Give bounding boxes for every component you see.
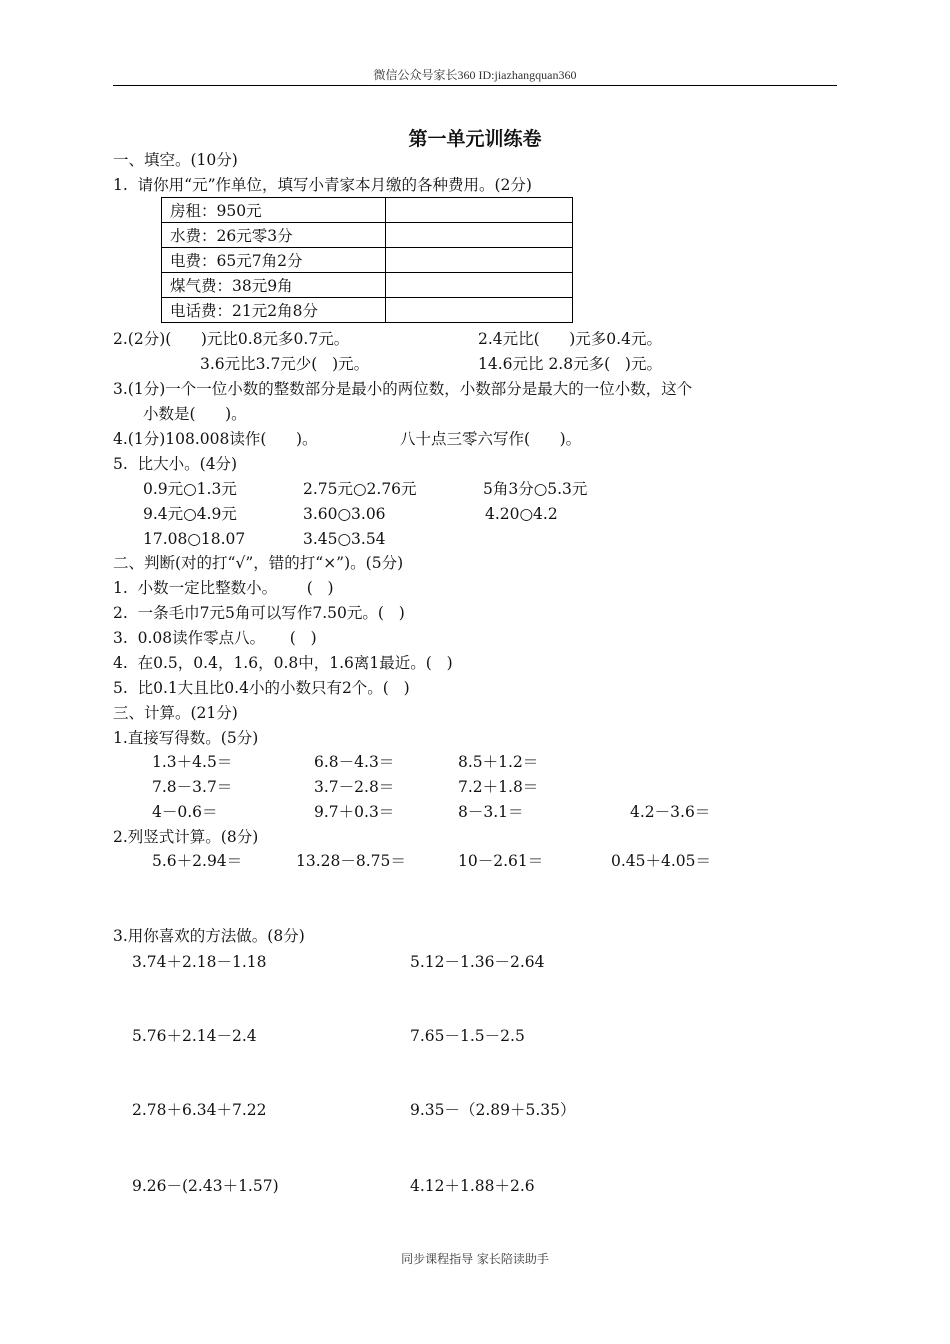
page-header: 微信公众号家长360 ID:jiazhangquan360 (373, 68, 577, 82)
table-row (162, 198, 573, 223)
question-2b: 2.4元比( )元多0.4元。 (478, 330, 662, 348)
table-row (162, 223, 573, 248)
compare-item: 2.75元○2.76元 (303, 480, 417, 498)
fee-label: 煤气费：38元9角 (162, 273, 386, 298)
method-calc: 3.74＋2.18－1.18 (132, 953, 267, 971)
table-row (162, 248, 573, 273)
page-footer: 同步课程指导 家长陪读助手 (401, 1252, 549, 1266)
direct-calc: 4－0.6＝ (152, 803, 218, 821)
fee-label: 电费：65元7角2分 (162, 248, 386, 273)
method-calc: 9.35－（2.89＋5.35） (410, 1101, 576, 1119)
method-calc: 9.26－(2.43＋1.57) (132, 1177, 279, 1195)
question-3-line1: 3.(1分)一个一位小数的整数部分是最小的两位数，小数部分是最大的一位小数，这个 (113, 380, 693, 398)
compare-item: 3.60○3.06 (303, 505, 386, 523)
fee-answer-cell[interactable] (386, 198, 573, 223)
method-calc: 4.12＋1.88＋2.6 (410, 1177, 535, 1195)
direct-calc: 8－3.1＝ (458, 803, 524, 821)
page-title: 第一单元训练卷 (408, 128, 542, 150)
method-calc: 5.12－1.36－2.64 (410, 953, 545, 971)
question-4b: 八十点三零六写作( )。 (400, 430, 582, 448)
vertical-calc: 0.45＋4.05＝ (611, 852, 712, 870)
fee-label: 电话费：21元2角8分 (162, 298, 386, 323)
direct-calc: 9.7＋0.3＝ (314, 803, 395, 821)
section2-heading: 二、判断(对的打“√”，错的打“×”)。(5分) (113, 554, 404, 572)
direct-calc: 7.8－3.7＝ (152, 778, 233, 796)
direct-calc: 6.8－4.3＝ (314, 753, 395, 771)
table-row (162, 298, 573, 323)
method-calc: 5.76＋2.14－2.4 (132, 1027, 257, 1045)
compare-item: 9.4元○4.9元 (143, 505, 237, 523)
fee-answer-cell[interactable] (386, 273, 573, 298)
header-rule (113, 85, 837, 86)
vertical-calc: 13.28－8.75＝ (296, 852, 406, 870)
question-2a: 2.(2分)( )元比0.8元多0.7元。 (113, 330, 350, 348)
judge-item: 2. 一条毛巾7元5角可以写作7.50元。( ) (113, 604, 405, 622)
vertical-calc: 5.6＋2.94＝ (152, 852, 243, 870)
direct-calc: 3.7－2.8＝ (314, 778, 395, 796)
fee-label: 水费：26元零3分 (162, 223, 386, 248)
question-4a: 4.(1分)108.008读作( )。 (113, 430, 318, 448)
fee-table (161, 197, 573, 323)
compare-item: 5角3分○5.3元 (483, 480, 588, 498)
question-3-line2: 小数是( )。 (143, 405, 247, 423)
table-row (162, 273, 573, 298)
direct-calc: 7.2＋1.8＝ (458, 778, 539, 796)
fee-label: 房租：950元 (162, 198, 386, 223)
fee-answer-cell[interactable] (386, 223, 573, 248)
direct-calc: 1.3＋4.5＝ (152, 753, 233, 771)
question-5: 5. 比大小。(4分) (113, 455, 238, 473)
section3-heading: 三、计算。(21分) (113, 704, 238, 722)
direct-calc: 4.2－3.6＝ (630, 803, 711, 821)
method-calc: 2.78＋6.34＋7.22 (132, 1101, 267, 1119)
part-2-heading: 2.列竖式计算。(8分) (113, 828, 259, 846)
compare-item: 0.9元○1.3元 (143, 480, 237, 498)
fee-answer-cell[interactable] (386, 298, 573, 323)
judge-item: 5. 比0.1大且比0.4小的小数只有2个。( ) (113, 679, 410, 697)
compare-item: 17.08○18.07 (143, 530, 246, 548)
question-2d: 14.6元比 2.8元多( )元。 (478, 355, 662, 373)
compare-item: 4.20○4.2 (485, 505, 558, 523)
question-2c: 3.6元比3.7元少( )元。 (200, 355, 370, 373)
fee-answer-cell[interactable] (386, 248, 573, 273)
judge-item: 3. 0.08读作零点八。 ( ) (113, 629, 317, 647)
question-1: 1. 请你用“元”作单位，填写小青家本月缴的各种费用。(2分) (113, 176, 532, 194)
part-1-heading: 1.直接写得数。(5分) (113, 729, 259, 747)
section1-heading: 一、填空。(10分) (113, 151, 238, 169)
compare-item: 3.45○3.54 (303, 530, 386, 548)
judge-item: 1. 小数一定比整数小。 ( ) (113, 579, 334, 597)
part-3-heading: 3.用你喜欢的方法做。(8分) (113, 927, 305, 945)
vertical-calc: 10－2.61＝ (458, 852, 544, 870)
judge-item: 4. 在0.5，0.4，1.6，0.8中，1.6离1最近。( ) (113, 654, 453, 672)
method-calc: 7.65－1.5－2.5 (410, 1027, 525, 1045)
direct-calc: 8.5＋1.2＝ (458, 753, 539, 771)
